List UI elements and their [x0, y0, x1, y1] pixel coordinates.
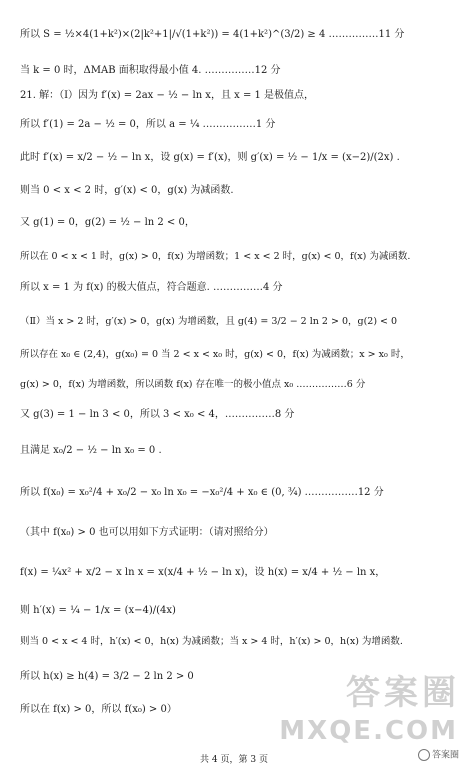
text-line: f(x) = ¼x² + x/2 − x ln x = x(x/4 + ½ − ln x)，设 h(x) = x/4 + ½ − ln x， — [20, 567, 386, 578]
wechat-label: 答案圈 — [431, 750, 459, 761]
text-line: 所以 S = ½×4(1+k²)×(2|k²+1|/√(1+k²)) = 4(1+k²)^(3/2) ≥ 4 ……………11 分 — [20, 29, 405, 40]
text-line: （其中 f(x₀) > 0 也可以用如下方式证明：（请对照给分） — [20, 527, 274, 538]
text-line: （Ⅱ）当 x > 2 时，g′(x) > 0，g(x) 为增函数，且 g(4) = 3/2 − 2 ln 2 > 0，g(2) < 0 — [20, 316, 398, 327]
text-line: 又 g(1) = 0，g(2) = ½ − ln 2 < 0， — [20, 217, 195, 228]
text-line: 所以 h(x) ≥ h(4) = 3/2 − 2 ln 2 > 0 — [20, 671, 194, 682]
text-line: 此时 f′(x) = x/2 − ½ − ln x，设 g(x) = f′(x)，则 g′(x) = ½ − 1/x = (x−2)/(2x) . — [20, 152, 400, 163]
text-line: g(x) > 0，f(x) 为增函数，所以函数 f(x) 存在唯一的极小值点 x₀ .……………6 分 — [20, 379, 366, 390]
wechat-badge — [415, 748, 462, 762]
text-line: 所以 f(x₀) = x₀²/4 + x₀/2 − x₀ ln x₀ = −x₀²/4 + x₀ ∈ (0, ¾) .……………12 分 — [20, 487, 384, 498]
text-line: 所以在 f(x) > 0，所以 f(x₀) > 0） — [20, 704, 177, 715]
text-line: 当 k = 0 时，ΔMAB 面积取得最小值 4. ……………12 分 — [20, 65, 281, 76]
text-line: 则 h′(x) = ¼ − 1/x = (x−4)/(4x) — [20, 605, 176, 616]
text-line: 所以 f′(1) = 2a − ½ = 0，所以 a = ¼ .……………1 分 — [20, 119, 276, 130]
watermark-url: MXQE.COM — [279, 716, 458, 746]
text-line: 所以 x = 1 为 f(x) 的极大值点，符合题意. ……………4 分 — [20, 282, 283, 293]
watermark-title: 答案圈 — [346, 673, 460, 713]
text-line: 且满足 x₀/2 − ½ − ln x₀ = 0 . — [20, 445, 162, 456]
page-footer: 共 4 页，第 3 页 — [200, 755, 268, 765]
text-line: 所以在 0 < x < 1 时，g(x) > 0，f(x) 为增函数；1 < x < 2 时，g(x) < 0，f(x) 为减函数. — [20, 251, 411, 262]
text-line: 则当 0 < x < 4 时，h′(x) < 0，h(x) 为减函数；当 x > 4 时，h′(x) > 0，h(x) 为增函数. — [20, 636, 403, 647]
text-line: 所以存在 x₀ ∈ (2,4)，g(x₀) = 0 当 2 < x < x₀ 时，g(x) < 0，f(x) 为减函数；x > x₀ 时， — [20, 349, 410, 360]
text-line: 又 g(3) = 1 − ln 3 < 0，所以 3 < x₀ < 4，……………8 分 — [20, 409, 295, 420]
text-line: 21. 解：（Ⅰ）因为 f′(x) = 2ax − ½ − ln x，且 x = 1 是极值点， — [20, 90, 315, 101]
wechat-icon — [418, 749, 430, 761]
text-line: 则当 0 < x < 2 时，g′(x) < 0，g(x) 为减函数. — [20, 185, 234, 196]
